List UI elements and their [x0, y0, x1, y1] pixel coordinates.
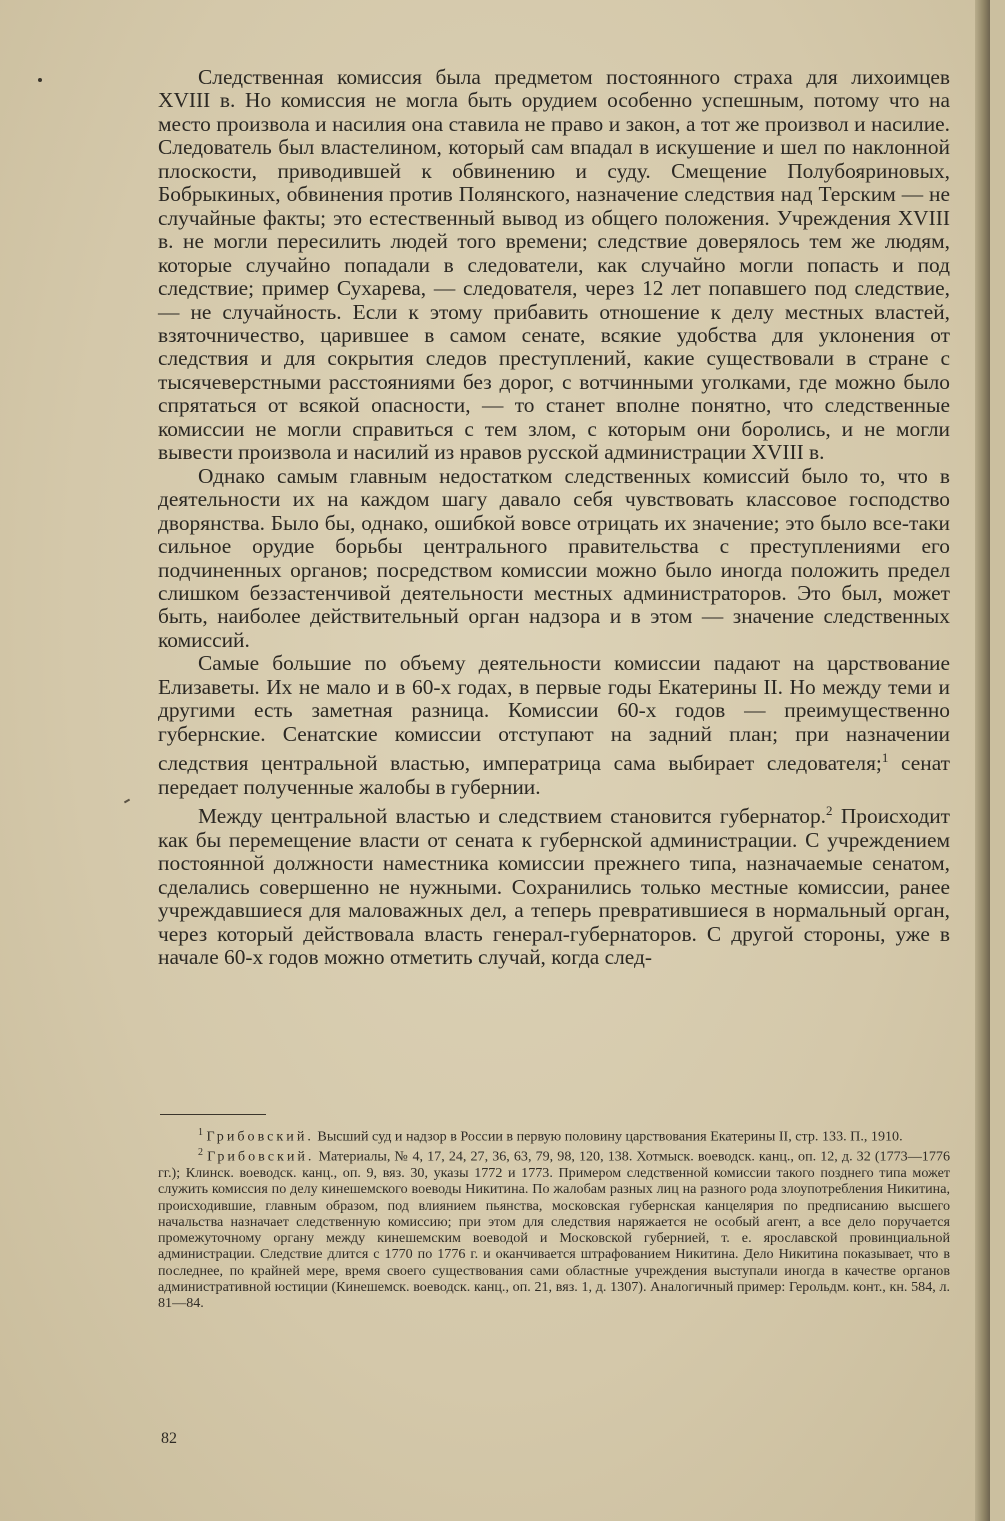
- paragraph-3-text-b: сенат передает полученные жалобы в губернии.: [158, 751, 950, 799]
- paragraph-3: [158, 652, 950, 799]
- footnote-2-mark: 2: [198, 1146, 203, 1158]
- footnote-divider: [160, 1114, 266, 1115]
- paragraph-3-text-a: Самые большие по объему деятельности комиссии падают на царствование Елизаветы. Их не мало и в 60-х годах, в первые годы Екатерины II. Но между теми и другими есть заметная разница. Комиссии 60-х годов — преимущественно губернские. Сенатские комиссии отступают на задний план; при назначении следствия центральной властью, императрица сама выбирает следователя;: [158, 651, 950, 776]
- footnote-1-author: Грибовский.: [206, 1128, 314, 1145]
- footnotes: [158, 1125, 950, 1312]
- footnote-2-text: Материалы, № 4, 17, 24, 27, 36, 63, 79, 98, 120, 138. Хотмыск. воеводск. канц., оп. 12, д. 32 (1773—1776 гг.); Клинск. воеводск. канц., оп. 9, вяз. 30, указы 1772 и 1773. Примером следственной комиссии такого позднего типа может служить комиссия по делу кинешемского воеводы Никитина. По жалобам разных лиц на разного рода злоупотребления Никитина, происходившие, главным образом, под влиянием пьянства, московская губернская канцелярия по предписанию высшего начальства назначает следственную комиссию; при этом для следствия наряжается не особый агент, а все дело поручается промежуточному органу между кинешемским воеводой и Московской губернией, т. е. ярославской провинциальной администрации. Следствие длится с 1770 по 1776 г. и оканчивается штрафованием Никитина. Дело Никитина показывает, что в последнее, по крайней мере, время своего существования сами областные учреждения выступали иногда в качестве органов административной юстиции (Кинешемск. воеводск. канц., оп. 21, вяз. 1, д. 1307). Аналогичный пример: Герольдм. конт., кн. 584, л. 81—84.: [158, 1148, 950, 1312]
- margin-dot: [38, 78, 42, 82]
- paragraph-1: Следственная комиссия была предметом постоянного страха для лихоимцев XVIII в. Но комиссия не могла быть орудием особенно успешным, потому что на место произвола и насилия она ставила не право и закон, а тот же произвол и насилие. Следователь был властелином, который сам впадал в искушение и шел по наклонной плоскости, приводившей к обвинению и суду. Смещение Полубояриновых, Бобрыкиных, обвинения против Полянского, назначение следствия над Терским — не случайные факты; это естественный вывод из общего положения. Учреждения XVIII в. не могли пересилить людей того времени; следствие доверялось тем же людям, которые случайно попадали в следователи, как случайно могли попасть и под следствие; пример Сухарева, — следователя, через 12 лет попавшего под следствие, — не случайность. Если к этому прибавить отношение к делу местных властей, взяточничество, царившее в самом сенате, всякие удобства для уклонения от следствия и для сокрытия следов преступлений, какие существовали в стране с тысячеверстными расстояниями без дорог, с вотчинными уголками, где можно было спрятаться от всякой опасности, — то станет вполне понятно, что следственные комиссии не могли справиться с тем злом, с которым они боролись, и не могли вывести произвола и насилий из нравов русской администрации XVIII в.: [158, 65, 950, 465]
- paragraph-4-text-a: Между центральной властью и следствием становится губернатор.: [198, 804, 827, 829]
- paragraph-4: [158, 799, 950, 969]
- footnote-ref-1[interactable]: 1: [881, 750, 889, 766]
- footnote-1-mark: 1: [198, 1127, 203, 1138]
- paragraph-4-text-b: Происходит как бы перемещение власти от сената к губернской администрации. С учреждением постоянной должности наместника комиссии прежнего типа, назначаемые сенатом, сделались совершенно не нужными. Сохранились только местные комиссии, ранее учреждавшиеся для маловажных дел, а теперь превратившиеся в нормальный орган, через который действовала власть генерал-губернаторов. С другой стороны, уже в начале 60-х годов можно отметить случай, когда след-: [158, 804, 950, 970]
- paragraph-2: Однако самым главным недостатком следственных комиссий было то, что в деятельности их на каждом шагу давало себя чувствовать классовое господство дворянства. Было бы, однако, ошибкой вовсе отрицать их значение; это было все-таки сильное орудие борьбы центрального правительства с преступлениями его подчиненных органов; посредством комиссии можно было иногда положить предел слишком беззастенчивой деятельности местных администраторов. Это был, может быть, наиболее действительный орган надзора и в этом — значение следственных комиссий.: [158, 463, 950, 652]
- footnote-2-author: Грибовский.: [207, 1148, 315, 1165]
- footnote-1: [158, 1125, 950, 1145]
- footnote-1-text: Высший суд и надзор в России в первую половину царствования Екатерины II, стр. 133. П., 1910.: [317, 1128, 903, 1145]
- book-spine-edge: [975, 0, 990, 1521]
- footnote-ref-2[interactable]: 2: [826, 803, 833, 819]
- footnote-2: [158, 1145, 950, 1312]
- page-number: 82: [161, 1430, 177, 1447]
- margin-mark: [124, 799, 130, 804]
- main-text: [158, 66, 950, 969]
